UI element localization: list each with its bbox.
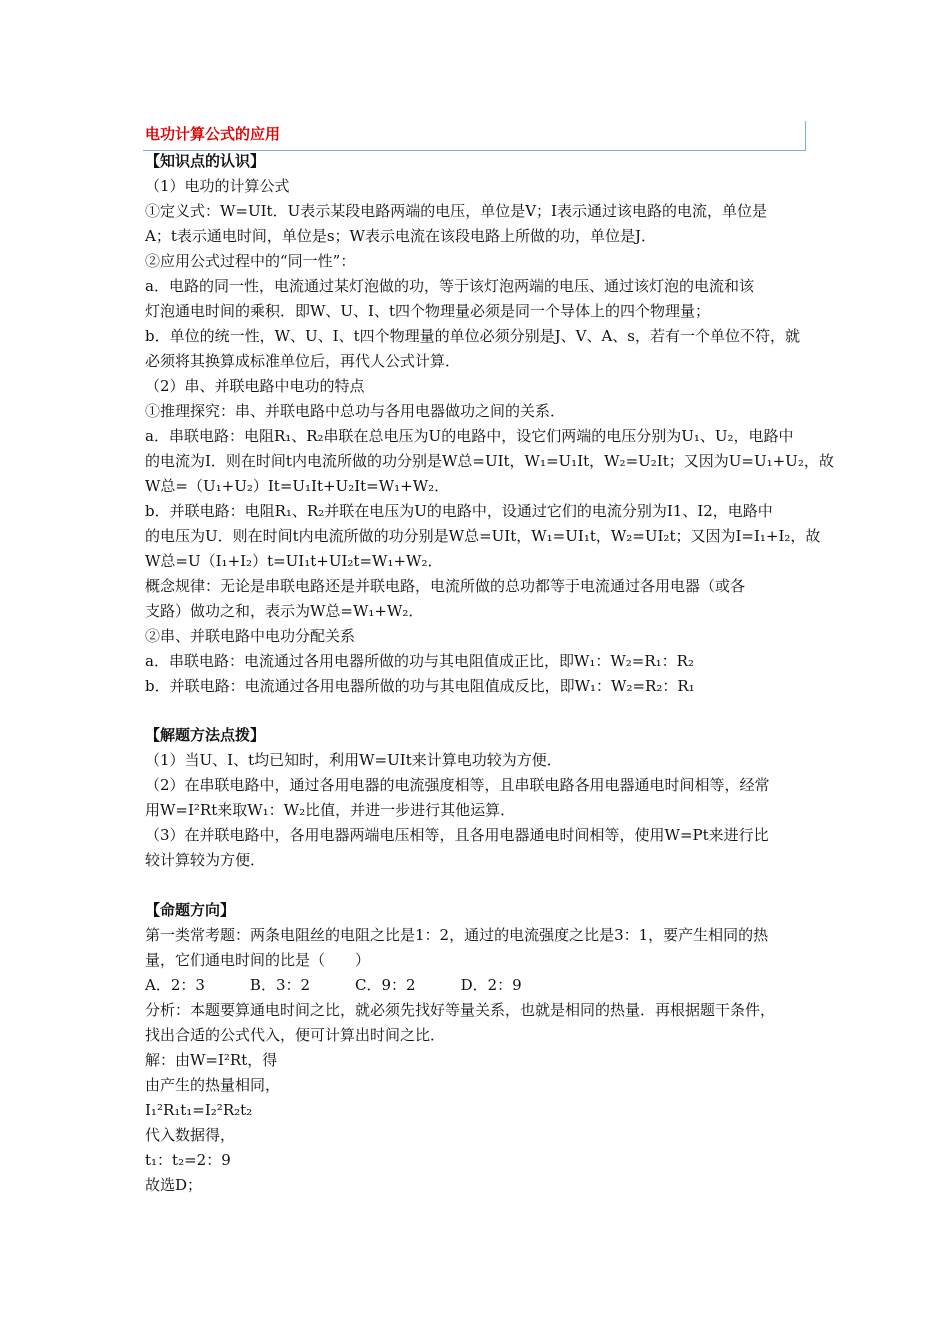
text-line: 用W=I²Rt来取W₁：W₂比值，并进一步进行其他运算． [145,801,516,819]
text-line: ②应用公式过程中的“同一性”： [145,252,356,270]
text-line: ①定义式：W=UIt．U表示某段电路两端的电压，单位是V；I表示通过该电路的电流，单位是 [145,202,767,220]
text-line: 第一类常考题：两条电阻丝的电阻之比是1：2，通过的电流强度之比是3：1，要产生相同的热 [145,926,769,944]
text-line: 代入数据得， [145,1126,236,1144]
text-line: 分析：本题要算通电时间之比，就必须先找好等量关系，也就是相同的热量．再根据题干条件， [145,1001,776,1019]
text-line: 的电压为U．则在时间t内电流所做的功分别是W总=UIt，W₁=UI₁t，W₂=UI₂t；又因为I=I₁+I₂，故 [145,527,821,545]
document-title: 电功计算公式的应用 [145,125,281,143]
text-line: ②串、并联电路中电功分配关系 [145,627,356,645]
text-line: 由产生的热量相同， [145,1076,281,1094]
heading-method: 【解题方法点拨】 [145,726,266,744]
text-line: 支路）做功之和，表示为W总=W₁+W₂． [145,602,424,620]
text-line: 找出合适的公式代入，便可计算出时间之比． [145,1026,446,1044]
text-line: （1）电功的计算公式 [145,177,290,195]
text-line: 必须将其换算成标准单位后，再代人公式计算． [145,352,461,370]
formula-line: I₁²R₁t₁=I₂²R₂t₂ [145,1101,253,1119]
text-line: ①推理探究：串、并联电路中总功与各用电器做功之间的关系． [145,402,566,420]
text-line: A；t表示通电时间，单位是s；W表示电流在该段电路上所做的功，单位是J． [145,227,656,245]
text-line: 概念规律：无论是串联电路还是并联电路，电流所做的总功都等于电流通过各用电器（或各 [145,577,746,595]
text-line: （3）在并联电路中，各用电器两端电压相等，且各用电器通电时间相等，使用W=Pt来进行比 [145,826,769,844]
text-line: （2）在串联电路中，通过各用电器的电流强度相等，且串联电路各用电器通电时间相等，经常 [145,776,770,794]
text-line: 量，它们通电时间的比是（ ） [145,951,371,969]
text-line: b．并联电路：电阻R₁、R₂并联在电压为U的电路中，设通过它们的电流分别为I1、I2，电路中 [145,502,773,520]
answer-options: A．2：3 B．3：2 C．9：2 D．2：9 [145,976,522,994]
heading-direction: 【命题方向】 [145,901,236,919]
formula-line: t₁：t₂=2：9 [145,1151,231,1169]
text-line: （2）串、并联电路中电功的特点 [145,377,365,395]
text-line: b．并联电路：电流通过各用电器所做的功与其电阻值成反比，即W₁：W₂=R₂：R₁ [145,677,695,695]
text-line: 灯泡通电时间的乘积．即W、U、I、t四个物理量必须是同一个导体上的四个物理量； [145,302,711,320]
text-line: b．单位的统一性，W、U、I、t四个物理量的单位必须分别是J、V、A、s，若有一个单位不符，就 [145,327,800,345]
text-line: W总=U（I₁+I₂）t=UI₁t+UI₂t=W₁+W₂． [145,552,443,570]
text-line: 故选D； [145,1176,203,1194]
heading-knowledge: 【知识点的认识】 [145,152,266,170]
text-line: a．串联电路：电阻R₁、R₂串联在总电压为U的电路中，设它们两端的电压分别为U₁、U₂，电路中 [145,427,794,445]
text-line: 的电流为I．则在时间t内电流所做的功分别是W总=UIt，W₁=U₁It，W₂=U₂It；又因为U=U₁+U₂，故 [145,452,834,470]
text-line: a．电路的同一性，电流通过某灯泡做的功，等于该灯泡两端的电压、通过该灯泡的电流和该 [145,277,754,295]
text-line: W总=（U₁+U₂）It=U₁It+U₂It=W₁+W₂． [145,477,450,495]
text-line: （1）当U、I、t均已知时，利用W=UIt来计算电功较为方便． [145,751,562,769]
text-line: 解：由W=I²Rt，得 [145,1051,278,1069]
text-line: a．串联电路：电流通过各用电器所做的功与其电阻值成正比，即W₁：W₂=R₁：R₂ [145,652,694,670]
text-line: 较计算较为方便． [145,851,266,869]
